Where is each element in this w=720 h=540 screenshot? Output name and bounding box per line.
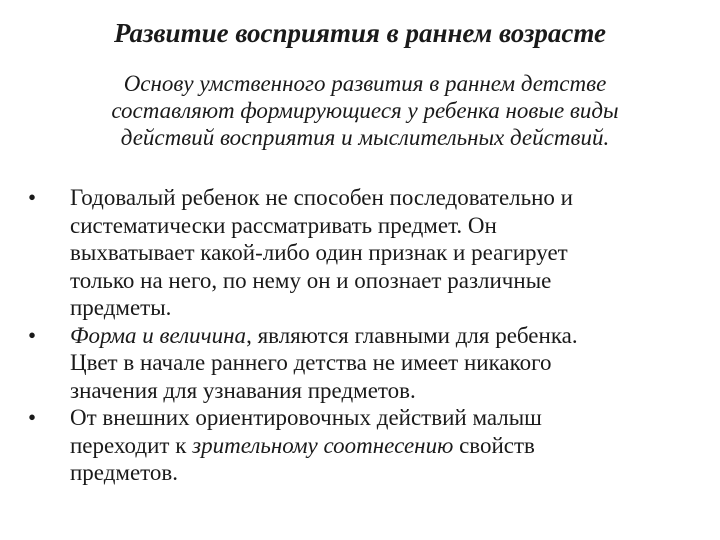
bullet-text: переходит к — [70, 432, 193, 458]
bullet-line: Годовалый ребенок не способен последовательно и — [70, 185, 573, 210]
bullet-line: систематически рассматривать предмет. Он — [70, 212, 497, 238]
lead-paragraph — [40, 70, 690, 151]
bullet-symbol: • — [28, 185, 37, 210]
bullet-line: Цвет в начале раннего детства не имеет никакого — [70, 350, 552, 375]
bullet-list — [28, 184, 708, 487]
lead-line: Основу умственного развития в раннем детстве — [123, 71, 607, 96]
bullet-symbol: • — [28, 405, 37, 430]
bullet-item — [28, 404, 708, 487]
bullet-line — [70, 432, 708, 460]
bullet-line: выхватывает какой-либо один признак и реагирует — [70, 240, 568, 265]
bullet-line: От внешних ориентировочных действий малыш — [70, 405, 542, 430]
bullet-line: предметов. — [70, 460, 179, 485]
bullet-text: , являются главными для ребенка. — [246, 322, 578, 348]
bullet-line: значения для узнавания предметов. — [70, 377, 416, 403]
bullet-symbol: • — [28, 322, 37, 348]
lead-line: составляют формирующиеся у ребенка новые виды — [111, 98, 619, 123]
bullet-item — [28, 184, 708, 322]
bullet-line: предметы. — [70, 295, 172, 320]
bullet-line: только на него, по нему он и опознает различные — [70, 267, 552, 293]
bullet-item — [28, 322, 708, 405]
page-title: Развитие восприятия в раннем возрасте — [114, 18, 606, 48]
bullet-line — [70, 322, 708, 350]
bullet-text: свойств — [453, 432, 535, 458]
italic-phrase: зрительному соотнесению — [192, 432, 454, 458]
italic-phrase: Форма и величина — [70, 322, 247, 348]
lead-line: действий восприятия и мыслительных действий. — [120, 125, 610, 150]
